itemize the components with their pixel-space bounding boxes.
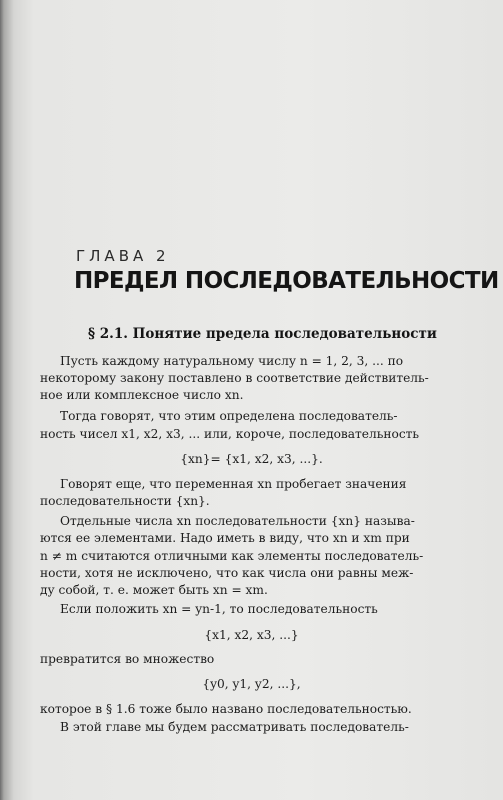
formula-line: {y0, y1, y2, ...},	[202, 677, 301, 691]
paragraph-line: n ≠ m считаются отличными как элементы последователь-	[40, 549, 424, 563]
paragraph-line: Тогда говорят, что этим определена последователь-	[60, 409, 398, 423]
paragraph-line: ются ее элементами. Надо иметь в виду, что xn и xm при	[40, 531, 410, 545]
formula-line: {xn}= {x1, x2, x3, ...}.	[180, 452, 323, 466]
paragraph-line: ду собой, т. е. может быть xn = xm.	[40, 583, 268, 597]
paragraph-line: последовательности {xn}.	[40, 494, 210, 508]
paragraph-line: ность чисел x1, x2, x3, ... или, короче, последовательность	[40, 427, 420, 441]
paragraph-line: Говорят еще, что переменная xn пробегает значения	[60, 477, 407, 491]
chapter-title: ПРЕДЕЛ ПОСЛЕДОВАТЕЛЬНОСТИ	[74, 268, 499, 294]
formula-line: {x1, x2, x3, ...}	[204, 628, 299, 642]
paragraph-line: Пусть каждому натуральному числу n = 1, 2, 3, ... по	[60, 354, 404, 368]
section-heading: § 2.1. Понятие предела последовательности	[88, 326, 437, 342]
paragraph-line: ности, хотя не исключено, что как числа они равны меж-	[40, 566, 414, 580]
paragraph-line: превратится во множество	[40, 652, 215, 666]
paragraph-line: В этой главе мы будем рассматривать последователь-	[60, 720, 409, 734]
paragraph-line: некоторому закону поставлено в соответствие действитель-	[40, 371, 429, 385]
chapter-label: ГЛАВА 2	[76, 247, 170, 265]
paragraph-line: Если положить xn = yn-1, то последовательность	[60, 602, 378, 616]
paragraph-line: ное или комплексное число xn.	[40, 388, 244, 402]
paragraph-line: Отдельные числа xn последовательности {xn} называ-	[60, 514, 415, 528]
paragraph-line: которое в § 1.6 тоже было названо последовательностью.	[40, 702, 412, 716]
